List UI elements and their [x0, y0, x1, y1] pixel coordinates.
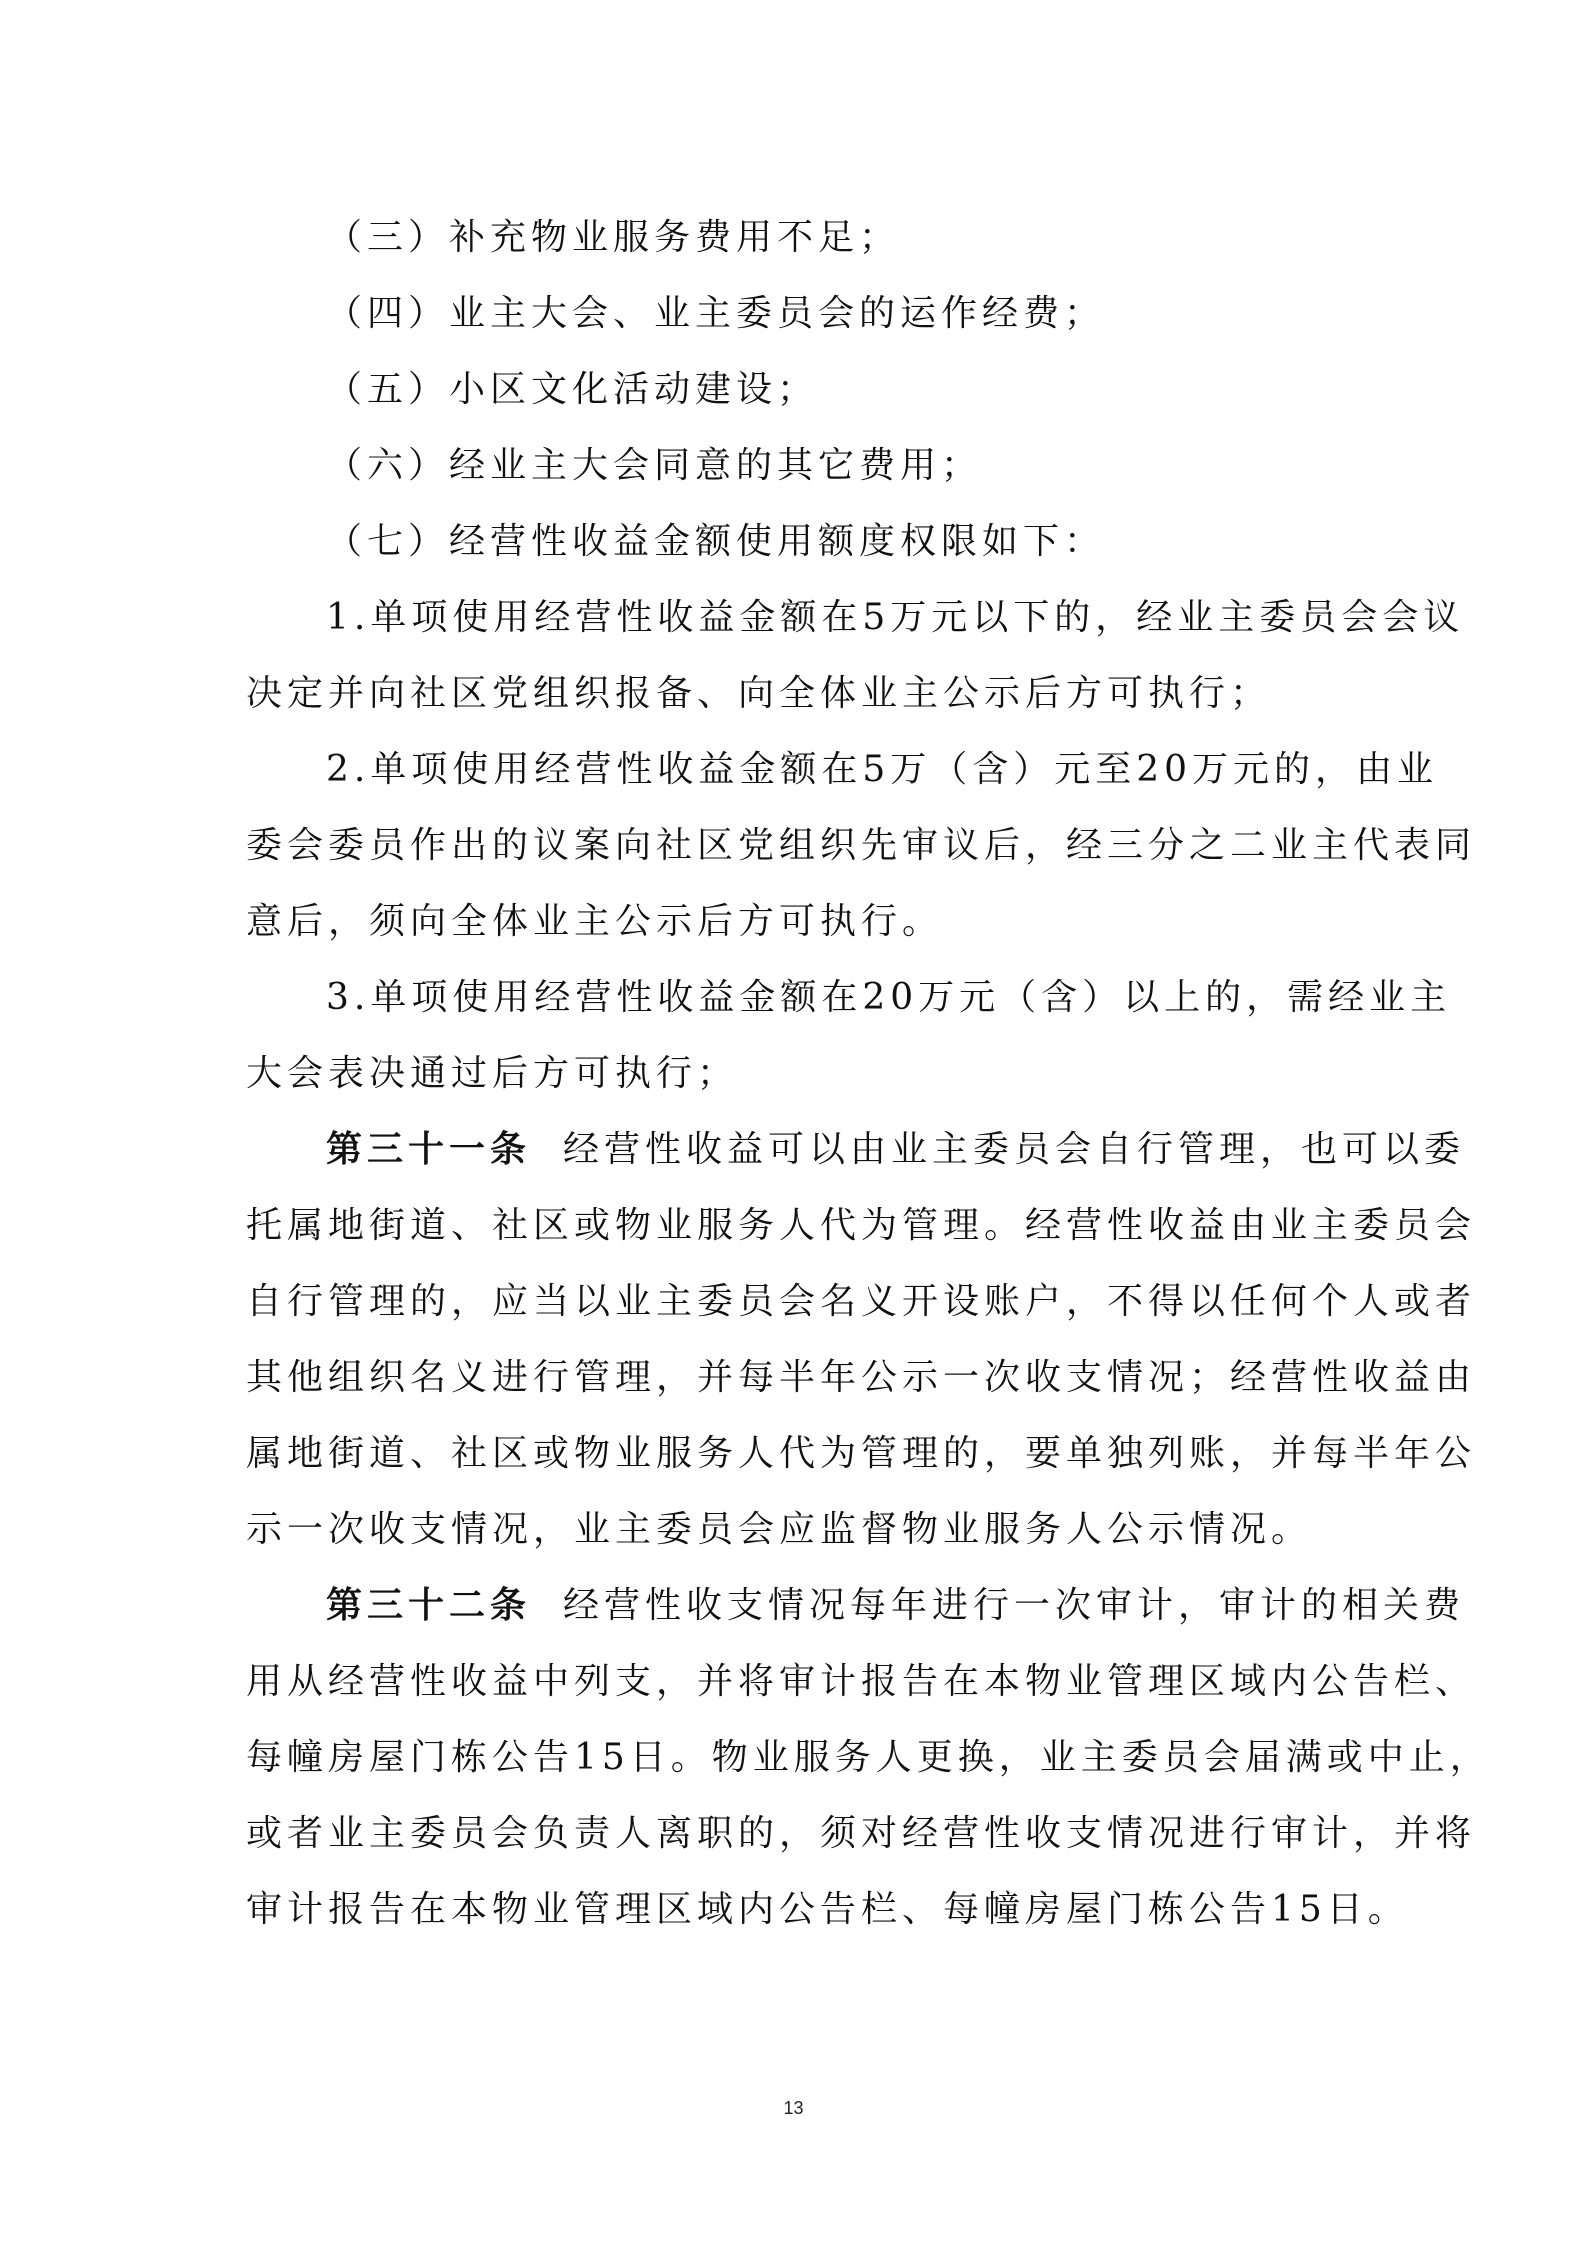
- paragraph-line: 大会表决通过后方可执行；: [246, 1053, 739, 1094]
- paragraph-line: 示一次收支情况，业主委员会应监督物业服务人公示情况。: [246, 1509, 1313, 1550]
- clause-1: [246, 580, 1465, 732]
- page-body: [246, 200, 1491, 1948]
- paragraph-line: 自行管理的，应当以业主委员会名义开设账户，不得以任何个人或者: [246, 1281, 1477, 1322]
- article-text: 经营性收益可以由业主委员会自行管理，也可以委: [563, 1129, 1466, 1170]
- list-item: （五）小区文化活动建设；: [326, 369, 819, 410]
- paragraph-line: 审计报告在本物业管理区域内公告栏、每幢房屋门栋公告15日。: [246, 1889, 1409, 1930]
- paragraph-line: 委会委员作出的议案向社区党组织先审议后，经三分之二业主代表同: [246, 825, 1477, 866]
- article-text: 经营性收支情况每年进行一次审计，审计的相关费: [563, 1585, 1466, 1626]
- paragraph-line: 用从经营性收益中列支，并将审计报告在本物业管理区域内公告栏、: [246, 1661, 1477, 1702]
- article-32: [246, 1568, 1491, 1948]
- paragraph-line: 属地街道、社区或物业服务人代为管理的，要单独列账，并每半年公: [246, 1433, 1477, 1474]
- article-label: 第三十二条: [326, 1585, 532, 1626]
- article-label: 第三十一条: [326, 1129, 532, 1170]
- clause-3: [246, 960, 1452, 1112]
- article-31: [246, 1112, 1477, 1568]
- list-item: （六）经业主大会同意的其它费用；: [326, 445, 983, 486]
- clause-2: [246, 732, 1477, 960]
- paragraph-line: 托属地街道、社区或物业服务人代为管理。经营性收益由业主委员会: [246, 1205, 1477, 1246]
- paragraph-line: 决定并向社区党组织报备、向全体业主公示后方可执行；: [246, 673, 1272, 714]
- paragraph-line: 意后，须向全体业主公示后方可执行。: [246, 901, 944, 942]
- list-item: （三）补充物业服务费用不足；: [326, 217, 901, 258]
- paragraph-line: [246, 1112, 1466, 1188]
- paragraph-line: 或者业主委员会负责人离职的，须对经营性收支情况进行审计，并将: [246, 1813, 1477, 1854]
- page-number: 13: [783, 2098, 804, 2118]
- paragraph-line: 1.单项使用经营性收益金额在5万元以下的，经业主委员会会议: [326, 597, 1465, 638]
- paragraph-line: 3.单项使用经营性收益金额在20万元（含）以上的，需经业主: [326, 977, 1452, 1018]
- paragraph-line: 2.单项使用经营性收益金额在5万（含）元至20万元的，由业: [326, 749, 1439, 790]
- paragraph-line: [246, 1568, 1466, 1644]
- list-item: （七）经营性收益金额使用额度权限如下：: [326, 521, 1106, 562]
- list-item: （四）业主大会、业主委员会的运作经费；: [326, 293, 1106, 334]
- paragraph-line: 其他组织名义进行管理，并每半年公示一次收支情况；经营性收益由: [246, 1357, 1477, 1398]
- paragraph-line: 每幢房屋门栋公告15日。物业服务人更换，业主委员会届满或中止，: [246, 1737, 1491, 1778]
